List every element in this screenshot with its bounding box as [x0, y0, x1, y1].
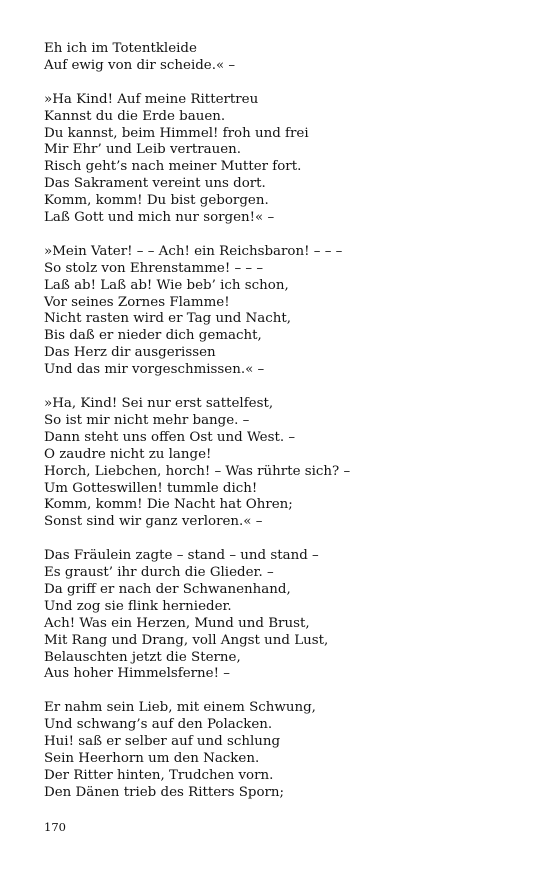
verse-line: Da griff er nach der Schwanenhand,: [44, 581, 291, 597]
verse-line: Mir Ehr’ und Leib vertrauen.: [44, 142, 242, 158]
verse-line: Horch, Liebchen, horch! – Was rührte sich? –: [44, 463, 351, 479]
page-number: 170: [44, 820, 66, 834]
verse-line: Das Sakrament vereint uns dort.: [44, 176, 266, 192]
verse-line: »Ha Kind! Auf meine Rittertreu: [44, 91, 259, 107]
verse-line: Auf ewig von dir scheide.« –: [44, 57, 236, 73]
verse-line: Vor seines Zornes Flamme!: [44, 294, 230, 310]
verse-line: Und das mir vorgeschmissen.« –: [44, 362, 265, 378]
stanza: [44, 548, 514, 683]
verse-line: Und zog sie flink hernieder.: [44, 598, 232, 614]
verse-line: Ach! Was ein Herzen, Mund und Brust,: [44, 615, 310, 631]
verse-line: Es graust’ ihr durch die Glieder. –: [44, 565, 274, 581]
verse-line: Kannst du die Erde bauen.: [44, 108, 226, 124]
verse-line: Sonst sind wir ganz verloren.« –: [44, 514, 263, 530]
verse-line: Hui! saß er selber auf und schlung: [44, 734, 281, 750]
verse-line: Komm, komm! Du bist geborgen.: [44, 193, 269, 209]
verse-line: Risch geht’s nach meiner Mutter fort.: [44, 159, 302, 175]
verse-line: Mit Rang und Drang, voll Angst und Lust,: [44, 632, 329, 648]
verse-line: Komm, komm! Die Nacht hat Ohren;: [44, 497, 293, 513]
verse-line: Nicht rasten wird er Tag und Nacht,: [44, 311, 292, 327]
stanza: [44, 700, 514, 801]
verse-line: Belauschten jetzt die Sterne,: [44, 649, 241, 665]
verse-line: Laß Gott und mich nur sorgen!« –: [44, 210, 275, 226]
verse-line: »Mein Vater! – – Ach! ein Reichsbaron! – – –: [44, 243, 343, 259]
verse-line: Das Herz dir ausgerissen: [44, 345, 216, 361]
verse-line: Um Gotteswillen! tummle dich!: [44, 480, 258, 496]
verse-line: O zaudre nicht zu lange!: [44, 446, 212, 462]
verse-line: Das Fräulein zagte – stand – und stand –: [44, 548, 319, 564]
stanza: [44, 41, 514, 75]
verse-line: Bis daß er nieder dich gemacht,: [44, 328, 262, 344]
stanza: [44, 396, 514, 531]
verse-line: Der Ritter hinten, Trudchen vorn.: [44, 767, 274, 783]
verse-line: So stolz von Ehrenstamme! – – –: [44, 260, 264, 276]
verse-line: Er nahm sein Lieb, mit einem Schwung,: [44, 700, 316, 716]
verse-line: Du kannst, beim Himmel! froh und frei: [44, 125, 309, 141]
verse-line: Laß ab! Laß ab! Wie beb’ ich schon,: [44, 277, 289, 293]
stanza: [44, 92, 514, 227]
verse-line: Aus hoher Himmelsferne! –: [44, 666, 230, 682]
poem-text: [44, 41, 514, 819]
verse-line: »Ha, Kind! Sei nur erst sattelfest,: [44, 395, 274, 411]
verse-line: Und schwang’s auf den Polacken.: [44, 717, 273, 733]
verse-line: Eh ich im Totentkleide: [44, 41, 197, 56]
stanza: [44, 244, 514, 379]
verse-line: Dann steht uns offen Ost und West. –: [44, 429, 296, 445]
verse-line: Den Dänen trieb des Ritters Sporn;: [44, 784, 285, 800]
verse-line: Sein Heerhorn um den Nacken.: [44, 750, 260, 766]
verse-line: So ist mir nicht mehr bange. –: [44, 412, 250, 428]
